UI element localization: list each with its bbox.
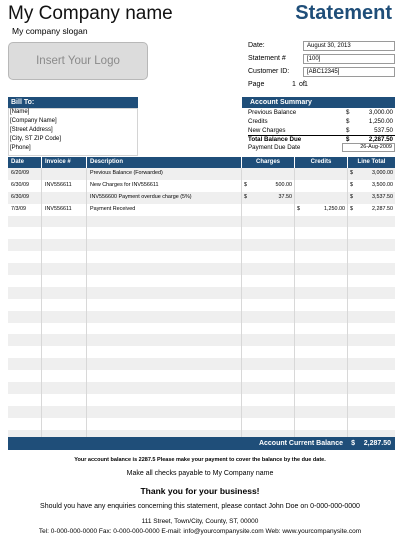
cell-credits[interactable]	[295, 251, 348, 263]
cell-description[interactable]	[87, 287, 242, 299]
company-slogan: My company slogan	[12, 26, 88, 36]
table-row	[8, 406, 395, 418]
cell-credits[interactable]	[295, 239, 348, 251]
cell-credits[interactable]	[295, 275, 348, 287]
cell-charges[interactable]	[242, 370, 295, 382]
cell-amount: 3,537.50	[372, 193, 393, 200]
cell-credits[interactable]	[295, 406, 348, 418]
cell-invoice[interactable]	[42, 287, 87, 299]
cell-amount: 37.50	[278, 193, 292, 200]
cell-description[interactable]	[87, 263, 242, 275]
cell-credits[interactable]	[295, 227, 348, 239]
cell-invoice[interactable]	[42, 299, 87, 311]
cell-credits[interactable]	[295, 346, 348, 358]
table-row	[8, 251, 395, 263]
cell-credits[interactable]	[295, 334, 348, 346]
summary-currency: $	[346, 136, 350, 143]
cell-line-total[interactable]	[348, 216, 395, 228]
cell-date[interactable]	[8, 406, 42, 418]
cell-amount: 3,500.00	[372, 181, 393, 188]
cell-date[interactable]	[8, 287, 42, 299]
cell-invoice[interactable]	[42, 382, 87, 394]
cell-date[interactable]	[8, 323, 42, 335]
column-header-description: Description	[87, 157, 242, 168]
cell-description[interactable]	[87, 311, 242, 323]
cell-invoice[interactable]	[42, 192, 87, 204]
cell-description[interactable]	[87, 299, 242, 311]
cell-description[interactable]: INV556600 Payment overdue charge (5%)	[87, 192, 242, 204]
cell-line-total[interactable]	[348, 239, 395, 251]
cell-date[interactable]: 6/30/09	[8, 192, 42, 204]
table-row	[8, 216, 395, 228]
page-total: 1	[304, 81, 308, 88]
cell-description[interactable]	[87, 216, 242, 228]
cell-currency: $	[244, 193, 247, 200]
cell-invoice[interactable]	[42, 263, 87, 275]
cell-line-total[interactable]	[348, 358, 395, 370]
current-balance-currency: $	[351, 440, 355, 447]
cell-description[interactable]	[87, 239, 242, 251]
cell-charges[interactable]	[242, 323, 295, 335]
page-label: Page	[248, 81, 265, 88]
checks-payable-note: Make all checks payable to My Company name	[126, 470, 274, 477]
cell-credits[interactable]	[295, 299, 348, 311]
summary-amount: 1,250.00	[368, 118, 393, 125]
date-field[interactable]: August 30, 2013	[303, 41, 395, 51]
customer-id-field[interactable]: [ABC12345]	[303, 67, 395, 77]
company-address: 111 Street, Town/City, County, ST, 00000	[141, 518, 259, 525]
bill-to-name[interactable]: [Name]	[10, 109, 30, 115]
enquiry-note: Should you have any enquiries concerning this statement, please contact John Doe on 0-000-000-0000	[40, 503, 360, 510]
cell-credits[interactable]	[295, 323, 348, 335]
cell-date[interactable]	[8, 418, 42, 430]
cell-line-total[interactable]	[348, 394, 395, 406]
page-current: 1	[292, 81, 296, 88]
table-row	[8, 394, 395, 406]
cell-charges[interactable]	[242, 204, 295, 216]
cell-date[interactable]	[8, 263, 42, 275]
cell-description[interactable]	[87, 227, 242, 239]
table-row	[8, 227, 395, 239]
cell-amount: 500.00	[275, 181, 292, 188]
cell-charges[interactable]	[242, 275, 295, 287]
column-header-line-total: Line Total	[357, 159, 386, 165]
cell-credits[interactable]	[295, 287, 348, 299]
bill-to-company[interactable]: [Company Name]	[10, 118, 57, 124]
cell-description[interactable]	[87, 406, 242, 418]
cell-charges[interactable]	[242, 358, 295, 370]
cell-invoice[interactable]	[42, 406, 87, 418]
bill-to-city[interactable]: [City, ST ZIP Code]	[10, 136, 62, 142]
cell-line-total[interactable]	[348, 168, 395, 180]
cell-invoice[interactable]	[42, 227, 87, 239]
cell-line-total[interactable]	[348, 275, 395, 287]
cell-line-total[interactable]	[348, 204, 395, 216]
cell-line-total[interactable]	[348, 287, 395, 299]
column-header-charges: Charges	[242, 157, 295, 168]
table-row	[8, 239, 395, 251]
cell-description[interactable]	[87, 418, 242, 430]
cell-line-total[interactable]	[348, 263, 395, 275]
cell-description[interactable]	[87, 358, 242, 370]
cell-line-total[interactable]	[348, 370, 395, 382]
cell-description[interactable]	[87, 382, 242, 394]
cell-date[interactable]	[8, 311, 42, 323]
cell-line-total[interactable]	[348, 382, 395, 394]
summary-amount: 3,000.00	[368, 109, 393, 116]
cell-currency: $	[350, 193, 353, 200]
cell-date[interactable]	[8, 370, 42, 382]
cell-invoice[interactable]	[42, 251, 87, 263]
cell-credits[interactable]	[295, 370, 348, 382]
cell-charges[interactable]	[242, 311, 295, 323]
cell-invoice[interactable]	[42, 168, 87, 180]
cell-description[interactable]	[87, 334, 242, 346]
summary-label: New Charges	[248, 127, 286, 134]
cell-invoice[interactable]	[42, 216, 87, 228]
company-contact: Tel: 0-000-000-0000 Fax: 0-000-000-0000 E-mail: info@yourcompanysite.com Web: www.yourcompanysite.com	[38, 528, 362, 535]
current-balance-label: Account Current Balance	[258, 440, 343, 447]
cell-date[interactable]	[8, 227, 42, 239]
cell-amount: 2,287.50	[372, 205, 393, 212]
summary-currency: $	[346, 118, 350, 125]
column-header-date: Date	[8, 157, 42, 168]
cell-invoice[interactable]	[42, 323, 87, 335]
cell-date[interactable]	[8, 382, 42, 394]
summary-label: Total Balance Due	[248, 136, 302, 143]
cell-date[interactable]	[8, 299, 42, 311]
table-row	[8, 334, 395, 346]
cell-line-total[interactable]	[348, 227, 395, 239]
summary-currency: $	[346, 109, 350, 116]
cell-invoice[interactable]	[42, 358, 87, 370]
cell-date[interactable]	[8, 334, 42, 346]
cell-date[interactable]	[8, 358, 42, 370]
cell-invoice[interactable]	[42, 239, 87, 251]
cell-invoice[interactable]	[42, 311, 87, 323]
cell-charges[interactable]	[242, 251, 295, 263]
summary-amount: 2,287.50	[368, 136, 393, 143]
table-row	[8, 180, 395, 192]
cell-charges[interactable]	[242, 334, 295, 346]
cell-description[interactable]	[87, 323, 242, 335]
cell-invoice[interactable]: INV556611	[42, 180, 87, 192]
cell-invoice[interactable]	[42, 346, 87, 358]
cell-currency: $	[350, 205, 353, 212]
cell-charges[interactable]	[242, 299, 295, 311]
logo-placeholder-label: Insert Your Logo	[36, 55, 120, 67]
cell-date[interactable]: 6/30/09	[8, 180, 42, 192]
column-header-invoice: Invoice #	[42, 157, 87, 168]
cell-line-total[interactable]	[348, 346, 395, 358]
bill-to-street[interactable]: [Street Address]	[10, 127, 53, 133]
cell-invoice[interactable]	[42, 334, 87, 346]
cell-charges[interactable]	[242, 227, 295, 239]
cell-line-total[interactable]	[348, 192, 395, 204]
summary-amount: 537.50	[374, 127, 393, 134]
table-row	[8, 192, 395, 204]
cell-line-total[interactable]	[348, 311, 395, 323]
date-label: Date:	[248, 42, 265, 49]
cell-line-total[interactable]	[348, 323, 395, 335]
cell-charges[interactable]	[242, 382, 295, 394]
thank-you-message: Thank you for your business!	[140, 486, 260, 496]
logo-placeholder[interactable]	[8, 42, 148, 80]
cell-credits[interactable]	[295, 382, 348, 394]
page-of-label: of	[299, 81, 305, 88]
cell-currency: $	[297, 205, 300, 212]
transactions-table	[8, 157, 395, 441]
cell-description[interactable]: Payment Received	[87, 204, 242, 216]
customer-id-label: Customer ID:	[248, 68, 290, 75]
cell-credits[interactable]	[295, 216, 348, 228]
cell-date[interactable]: 6/20/09	[8, 168, 42, 180]
table-header-row	[8, 157, 395, 168]
cell-credits[interactable]	[295, 180, 348, 192]
summary-label: Previous Balance	[248, 109, 297, 116]
cell-currency: $	[244, 181, 247, 188]
cell-invoice[interactable]: INV556611	[42, 204, 87, 216]
table-row	[8, 287, 395, 299]
cell-charges[interactable]	[242, 216, 295, 228]
account-current-balance-bar	[8, 437, 395, 450]
statement-number-label: Statement #	[248, 55, 286, 62]
cell-charges[interactable]	[242, 394, 295, 406]
cell-charges[interactable]	[242, 192, 295, 204]
cell-line-total[interactable]	[348, 251, 395, 263]
cell-line-total[interactable]	[348, 334, 395, 346]
cell-description[interactable]	[87, 394, 242, 406]
bill-to-phone[interactable]: [Phone]	[10, 145, 31, 151]
cell-date[interactable]	[8, 239, 42, 251]
cell-charges[interactable]	[242, 346, 295, 358]
summary-label: Credits	[248, 118, 268, 125]
table-row	[8, 418, 395, 430]
column-header-credits: Credits	[295, 157, 348, 168]
table-row	[8, 263, 395, 275]
cell-credits[interactable]	[295, 204, 348, 216]
cell-description[interactable]	[87, 275, 242, 287]
cell-invoice[interactable]	[42, 394, 87, 406]
cell-date[interactable]	[8, 275, 42, 287]
cell-date[interactable]	[8, 216, 42, 228]
cell-invoice[interactable]	[42, 275, 87, 287]
cell-currency: $	[350, 170, 353, 176]
cell-amount: 1,250.00	[324, 205, 345, 212]
table-body	[8, 168, 395, 441]
payment-due-date-label: Payment Due Date	[248, 144, 301, 151]
cell-date[interactable]	[8, 251, 42, 263]
cell-charges[interactable]	[242, 168, 295, 180]
cell-line-total[interactable]	[348, 418, 395, 430]
company-name: My Company name	[8, 3, 173, 24]
table-row	[8, 275, 395, 287]
table-row	[8, 204, 395, 216]
cell-invoice[interactable]	[42, 370, 87, 382]
summary-row-previous-balance	[248, 109, 395, 118]
cell-line-total[interactable]	[348, 180, 395, 192]
cell-description[interactable]: New Charges for INV556611	[87, 180, 242, 192]
cell-description[interactable]	[87, 346, 242, 358]
current-balance-amount: 2,287.50	[363, 440, 391, 447]
summary-currency: $	[346, 127, 350, 134]
cell-charges[interactable]	[242, 287, 295, 299]
cell-charges[interactable]	[242, 180, 295, 192]
cell-description[interactable]	[87, 370, 242, 382]
cell-amount: 3,000.00	[372, 170, 393, 176]
cell-charges[interactable]	[242, 418, 295, 430]
cell-description[interactable]	[87, 251, 242, 263]
cell-date[interactable]	[8, 346, 42, 358]
cell-currency: $	[350, 181, 353, 188]
document-title: Statement	[295, 2, 392, 24]
cell-credits[interactable]	[295, 263, 348, 275]
table-row	[8, 323, 395, 335]
cell-date[interactable]	[8, 394, 42, 406]
cell-credits[interactable]	[295, 418, 348, 430]
cell-charges[interactable]	[242, 406, 295, 418]
account-summary-header: Account Summary	[242, 97, 395, 108]
table-row	[8, 370, 395, 382]
cell-charges[interactable]	[242, 263, 295, 275]
cell-invoice[interactable]	[42, 418, 87, 430]
cell-line-total[interactable]	[348, 406, 395, 418]
cell-credits[interactable]	[295, 311, 348, 323]
cell-date[interactable]: 7/3/09	[8, 204, 42, 216]
table-row	[8, 346, 395, 358]
statement-number-field[interactable]: [100]	[303, 54, 395, 64]
cell-charges[interactable]	[242, 239, 295, 251]
cell-credits[interactable]	[295, 394, 348, 406]
summary-row-credits	[248, 118, 395, 127]
cell-description[interactable]: Previous Balance (Forwarded)	[87, 168, 242, 180]
table-row	[8, 358, 395, 370]
payment-due-date-field[interactable]: 26-Aug-2009	[342, 143, 395, 152]
balance-note: Your account balance is 2287.5 Please make your payment to cover the balance by the due date.	[74, 457, 326, 463]
cell-credits[interactable]	[295, 168, 348, 180]
table-row	[8, 382, 395, 394]
table-row	[8, 168, 395, 180]
table-row	[8, 311, 395, 323]
table-row	[8, 299, 395, 311]
cell-credits[interactable]	[295, 358, 348, 370]
cell-credits[interactable]	[295, 192, 348, 204]
bill-to-header: Bill To:	[8, 97, 138, 108]
cell-line-total[interactable]	[348, 299, 395, 311]
